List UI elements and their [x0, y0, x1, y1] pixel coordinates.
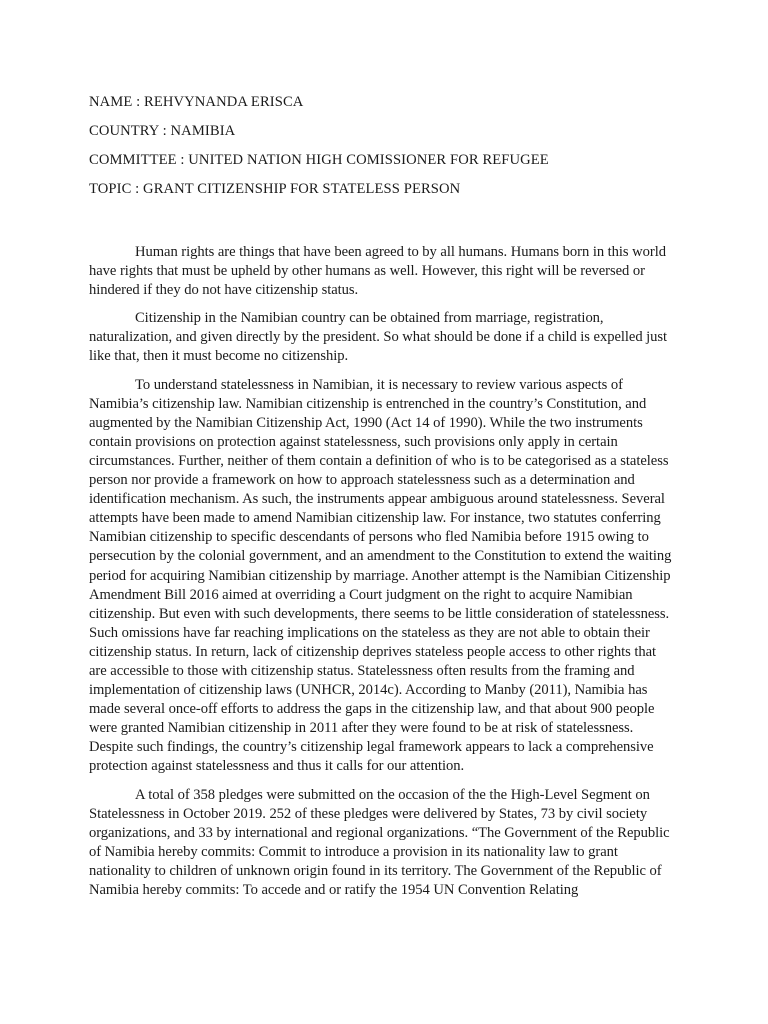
country-line: COUNTRY : NAMIBIA: [89, 123, 236, 139]
paragraph-statelessness-law: To understand statelessness in Namibian, it is necessary to review various aspects of Namibia’s citizenship law. Namibian citizenship is entrenched in the country’s Constitution, and augmented by the Namibian Citizenship Act, 1990 (Act 14 of 1990). While the two instruments contain provisions on protection against statelessness, such provisions only apply in certain circumstances. Further, neither of them contain a definition of who is to be categorised as a stateless person nor provide a framework on how to approach statelessness such as a determination and identification mechanism. As such, the instruments appear ambiguous around statelessness. Several attempts have been made to amend Namibian citizenship law. For instance, two statutes conferring Namibian citizenship to specific descendants of persons who fled Namibia before 1915 owing to persecution by the colonial government, and an amendment to the Constitution to extend the waiting period for acquiring Namibian citizenship by marriage. Another attempt is the Namibian Citizenship Amendment Bill 2016 aimed at overriding a Court judgment on the right to acquire Namibian citizenship. But even with such developments, there seems to be little consideration of statelessness. Such omissions have far reaching implications on the stateless as they are not able to obtain their citizenship status. In return, lack of citizenship deprives stateless people access to other rights that are accessible to those with citizenship status. Statelessness often results from the framing and implementation of citizenship laws (UNHCR, 2014c). According to Manby (2011), Namibia has made several once-off efforts to address the gaps in the citizenship law, and that about 900 people were granted Namibian citizenship in 2011 after they were found to be at risk of statelessness. Despite such findings, the country’s citizenship legal framework appears to lack a comprehensive protection against statelessness and thus it calls for our attention.: [89, 376, 672, 775]
document-header: [89, 93, 676, 199]
paragraph-citizenship: Citizenship in the Namibian country can be obtained from marriage, registration, naturalization, and given directly by the president. So what should be done if a child is expelled just like that, then it must become no citizenship.: [89, 310, 668, 365]
name-line: NAME : REHVYNANDA ERISCA: [89, 94, 304, 110]
committee-line: COMMITTEE : UNITED NATION HIGH COMISSIONER FOR REFUGEE: [89, 152, 549, 168]
topic-line: TOPIC : GRANT CITIZENSHIP FOR STATELESS PERSON: [89, 181, 461, 197]
document-body: [89, 243, 676, 900]
paragraph-intro: Human rights are things that have been agreed to by all humans. Humans born in this world have rights that must be upheld by other humans as well. However, this right will be reversed or hindered if they do not have citizenship status.: [89, 244, 666, 299]
paragraph-pledges: A total of 358 pledges were submitted on the occasion of the the High-Level Segment on Statelessness in October 2019. 252 of these pledges were delivered by States, 73 by civil society organizations, and 33 by international and regional organizations. “The Government of the Republic of Namibia hereby commits: Commit to introduce a provision in its nationality law to grant nationality to children of unknown origin found in its territory. The Government of the Republic of Namibia hereby commits: To accede and or ratify the 1954 UN Convention Relating: [89, 786, 670, 898]
